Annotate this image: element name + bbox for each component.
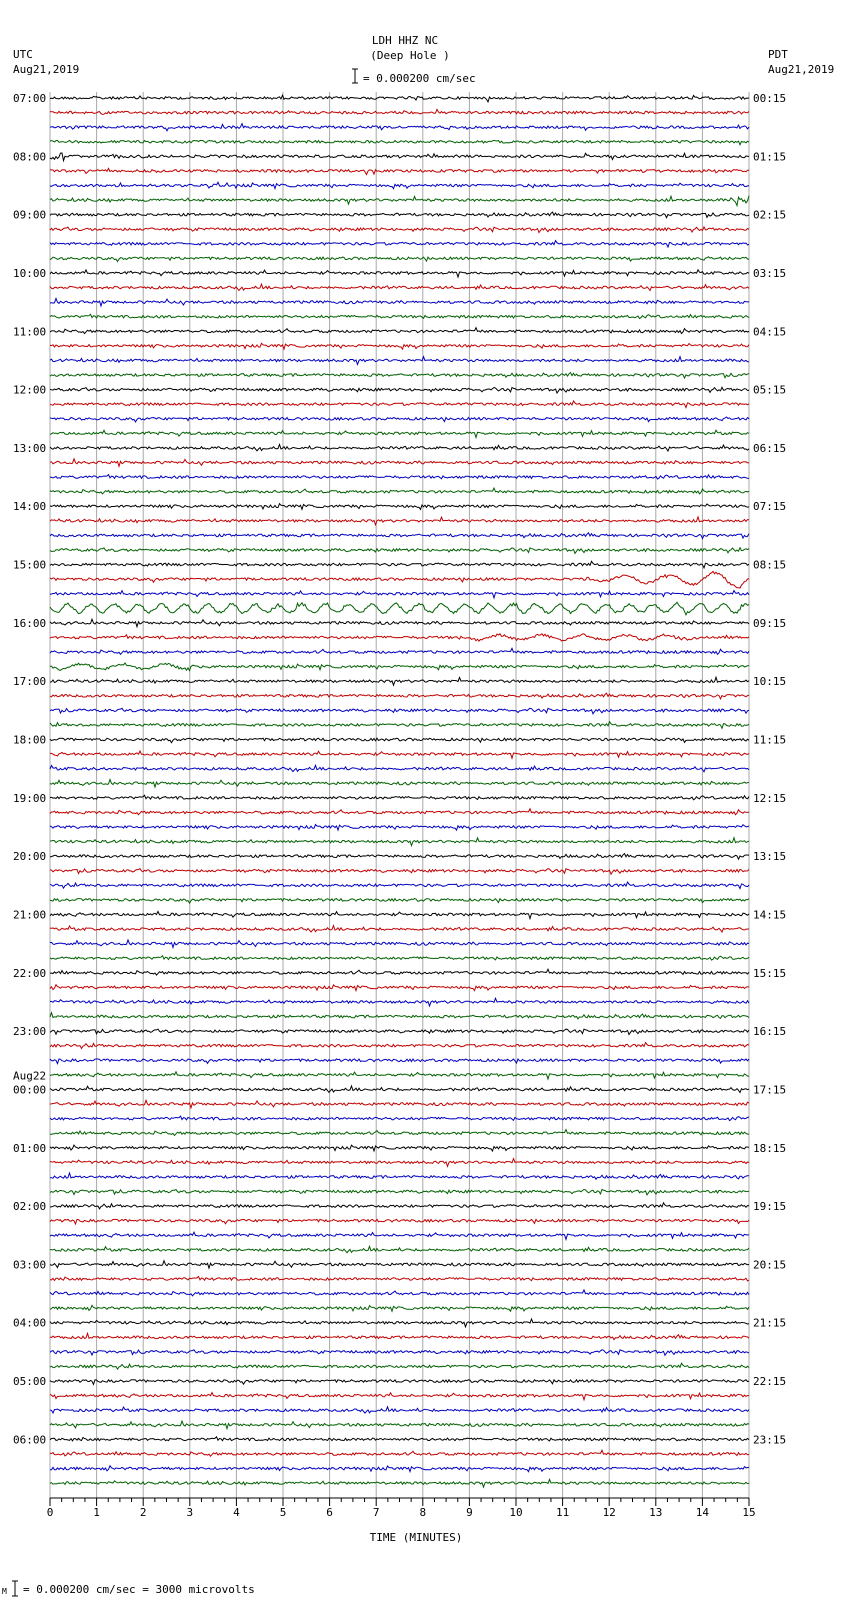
utc-label: 01:00 (13, 1141, 47, 1155)
trace-62 (50, 998, 749, 1006)
trace-73 (50, 1159, 749, 1167)
pdt-label: 11:15 (753, 733, 787, 747)
pdt-label: 06:15 (753, 441, 787, 455)
right-date: Aug21,2019 (768, 63, 835, 76)
trace-95 (50, 1479, 749, 1487)
trace-36 (50, 619, 749, 627)
pdt-label: 13:15 (753, 850, 787, 864)
utc-label: 20:00 (13, 850, 47, 864)
trace-50 (50, 825, 749, 831)
trace-87 (50, 1363, 749, 1369)
trace-33 (50, 571, 749, 588)
trace-48 (50, 795, 749, 800)
trace-24 (50, 445, 749, 452)
pdt-label: 03:15 (753, 266, 787, 280)
right-timezone: PDT (768, 48, 788, 61)
pdt-label: 23:15 (753, 1433, 787, 1447)
trace-53 (50, 869, 749, 875)
pdt-label: 04:15 (753, 325, 787, 339)
trace-52 (50, 854, 749, 860)
left-timezone: UTC (13, 48, 33, 61)
trace-39 (50, 663, 749, 671)
trace-40 (50, 677, 749, 685)
trace-83 (50, 1305, 749, 1311)
pdt-label: 05:15 (753, 383, 787, 397)
x-tick-label: 13 (649, 1506, 663, 1519)
utc-label: 09:00 (13, 208, 47, 222)
date-change-label: Aug22 (13, 1069, 47, 1083)
utc-label: 15:00 (13, 558, 47, 572)
trace-42 (50, 708, 749, 714)
trace-76 (50, 1203, 749, 1209)
trace-72 (50, 1145, 749, 1151)
pdt-label: 07:15 (753, 500, 787, 514)
trace-75 (50, 1189, 749, 1195)
utc-label: 07:00 (13, 92, 47, 105)
footer-scale (2, 1581, 255, 1596)
trace-26 (50, 475, 749, 479)
trace-85 (50, 1333, 749, 1339)
footer-scale-text: = 0.000200 cm/sec = 3000 microvolts (23, 1583, 255, 1596)
trace-77 (50, 1219, 749, 1224)
trace-67 (50, 1072, 749, 1079)
x-tick-label: 12 (602, 1506, 616, 1519)
utc-label: 16:00 (13, 616, 47, 630)
trace-64 (50, 1029, 749, 1034)
trace-46 (50, 765, 749, 772)
trace-2 (50, 124, 749, 131)
trace-8 (50, 212, 749, 218)
trace-14 (50, 298, 749, 306)
utc-label: 19:00 (13, 791, 47, 805)
trace-30 (50, 533, 749, 539)
trace-22 (50, 417, 749, 422)
x-tick-label: 14 (695, 1506, 710, 1519)
trace-43 (50, 722, 749, 729)
trace-20 (50, 387, 749, 393)
trace-1 (50, 109, 749, 114)
trace-74 (50, 1173, 749, 1179)
trace-47 (50, 780, 749, 788)
trace-16 (50, 328, 749, 334)
pdt-label: 10:15 (753, 675, 787, 689)
trace-57 (50, 926, 749, 933)
trace-41 (50, 693, 749, 699)
pdt-label: 15:15 (753, 966, 787, 980)
trace-12 (50, 270, 749, 277)
x-tick-label: 7 (372, 1506, 380, 1519)
trace-56 (50, 911, 749, 918)
utc-label: 08:00 (13, 150, 47, 164)
trace-69 (50, 1100, 749, 1108)
trace-86 (50, 1350, 749, 1356)
trace-82 (50, 1290, 749, 1296)
trace-21 (50, 401, 749, 408)
pdt-label: 16:15 (753, 1025, 787, 1039)
pdt-label: 20:15 (753, 1258, 787, 1272)
pdt-label: 02:15 (753, 208, 787, 222)
x-tick-label: 10 (509, 1506, 523, 1519)
x-axis (47, 1498, 756, 1519)
trace-6 (50, 182, 749, 189)
utc-label: 00:00 (13, 1083, 47, 1097)
utc-label: 10:00 (13, 266, 47, 280)
trace-91 (50, 1421, 749, 1429)
pdt-label: 21:15 (753, 1316, 787, 1330)
trace-23 (50, 430, 749, 437)
utc-label: 12:00 (13, 383, 47, 397)
trace-3 (50, 140, 749, 144)
utc-label: 04:00 (13, 1316, 47, 1330)
trace-32 (50, 561, 749, 568)
pdt-label: 17:15 (753, 1083, 787, 1097)
trace-59 (50, 956, 749, 960)
pdt-label: 09:15 (753, 616, 787, 630)
trace-37 (50, 634, 749, 641)
trace-65 (50, 1043, 749, 1049)
trace-28 (50, 504, 749, 510)
trace-84 (50, 1319, 749, 1327)
trace-0 (50, 95, 749, 102)
trace-61 (50, 985, 749, 991)
pdt-hour-labels (753, 92, 786, 1446)
trace-27 (50, 488, 749, 494)
scale-indicator (352, 69, 476, 85)
x-tick-label: 3 (186, 1506, 194, 1519)
trace-38 (50, 648, 749, 654)
trace-66 (50, 1059, 749, 1064)
scale-text: = 0.000200 cm/sec (363, 72, 476, 85)
x-tick-label: 1 (93, 1506, 100, 1519)
utc-label: 22:00 (13, 966, 47, 980)
x-tick-label: 9 (466, 1506, 473, 1519)
trace-89 (50, 1393, 749, 1400)
trace-9 (50, 227, 749, 233)
x-tick-label: 6 (326, 1506, 333, 1519)
trace-49 (50, 809, 749, 815)
trace-7 (50, 196, 749, 206)
trace-81 (50, 1277, 749, 1281)
trace-34 (50, 591, 749, 598)
pdt-label: 22:15 (753, 1375, 787, 1389)
utc-label: 13:00 (13, 441, 47, 455)
trace-90 (50, 1407, 749, 1413)
trace-17 (50, 343, 749, 349)
trace-54 (50, 882, 749, 889)
trace-80 (50, 1261, 749, 1269)
utc-label: 03:00 (13, 1258, 47, 1272)
trace-44 (50, 738, 749, 743)
utc-label: 21:00 (13, 908, 47, 922)
utc-label: 11:00 (13, 325, 47, 339)
pdt-label: 08:15 (753, 558, 787, 572)
pdt-label: 01:15 (753, 150, 787, 164)
utc-label: 06:00 (13, 1433, 47, 1447)
utc-label: 18:00 (13, 733, 47, 747)
trace-92 (50, 1437, 749, 1441)
x-tick-label: 2 (139, 1506, 147, 1519)
trace-5 (50, 168, 749, 174)
x-tick-label: 15 (742, 1506, 756, 1519)
utc-label: 05:00 (13, 1375, 47, 1389)
pdt-label: 14:15 (753, 908, 787, 922)
trace-15 (50, 314, 749, 318)
pdt-label: 00:15 (753, 92, 787, 105)
trace-35 (50, 602, 749, 615)
x-tick-label: 11 (555, 1506, 570, 1519)
trace-45 (50, 751, 749, 758)
x-axis-label: TIME (MINUTES) (369, 1531, 463, 1544)
utc-label: 02:00 (13, 1200, 47, 1214)
trace-51 (50, 838, 749, 846)
left-date: Aug21,2019 (13, 63, 80, 76)
utc-label: 17:00 (13, 675, 47, 689)
trace-55 (50, 899, 749, 904)
trace-70 (50, 1116, 749, 1120)
trace-63 (50, 1013, 749, 1019)
station-title: LDH HHZ NC (371, 34, 439, 47)
utc-label: 23:00 (13, 1025, 47, 1039)
trace-79 (50, 1246, 749, 1252)
trace-19 (50, 373, 749, 379)
x-tick-label: 4 (233, 1506, 240, 1519)
x-tick-label: 0 (46, 1506, 54, 1519)
x-tick-label: 8 (419, 1506, 427, 1519)
pdt-label: 18:15 (753, 1141, 787, 1155)
trace-group (50, 95, 749, 1487)
trace-93 (50, 1450, 749, 1456)
utc-hour-labels (13, 92, 46, 1446)
pdt-label: 19:15 (753, 1200, 787, 1214)
pdt-label: 12:15 (753, 791, 787, 805)
trace-68 (50, 1086, 749, 1093)
trace-58 (50, 940, 749, 948)
x-tick-label: 5 (279, 1506, 287, 1519)
trace-60 (50, 969, 749, 975)
trace-78 (50, 1232, 749, 1239)
trace-71 (50, 1130, 749, 1136)
trace-4 (50, 153, 749, 161)
trace-29 (50, 517, 749, 525)
trace-88 (50, 1380, 749, 1385)
trace-11 (50, 257, 749, 262)
trace-31 (50, 548, 749, 554)
trace-10 (50, 241, 749, 248)
utc-label: 14:00 (13, 500, 47, 514)
trace-94 (50, 1466, 749, 1472)
footer-mark: M (2, 1587, 7, 1596)
trace-25 (50, 459, 749, 467)
trace-13 (50, 284, 749, 291)
trace-18 (50, 357, 749, 365)
station-location: (Deep Hole ) (370, 49, 450, 62)
